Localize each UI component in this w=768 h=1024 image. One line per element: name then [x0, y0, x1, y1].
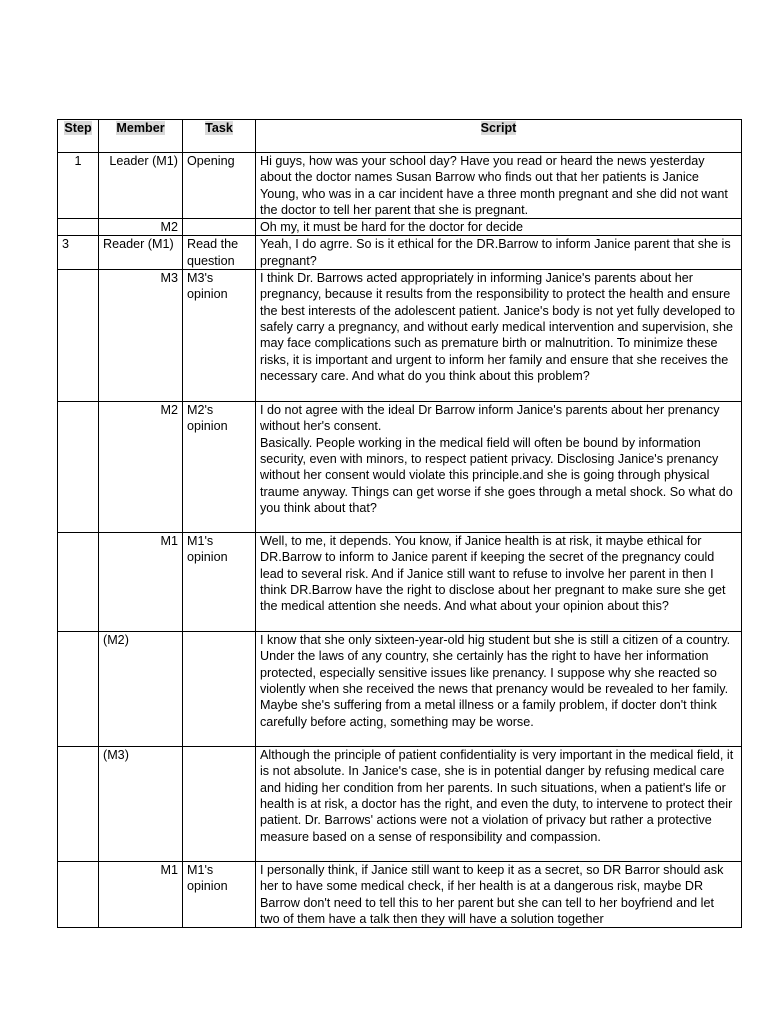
script-cell [256, 402, 742, 533]
script-cell [256, 236, 742, 270]
task-cell: M1's opinion [183, 862, 256, 928]
step-cell [58, 747, 99, 862]
step-cell [58, 402, 99, 533]
table-row [58, 270, 742, 402]
script-text: I think Dr. Barrows acted appropriately in informing Janice's parents about her pregnancy, because it results from the responsibility to protect the health and ensure the best interests of the adolescent patient. Janice's body is not yet fully developed to safely carry a pregnancy, and without early medical intervention and supervision, she may face complications such as premature birth or malnutrition. To minimize these risks, it is important and urgent to inform her family and ensure that she receives the necessary care. And what do you think about this problem? [260, 271, 735, 383]
member-cell: M1 [99, 862, 183, 928]
script-table [57, 119, 742, 928]
header-step-label: Step [64, 121, 92, 135]
table-row [58, 862, 742, 928]
task-cell: M2's opinion [183, 402, 256, 533]
script-cell [256, 219, 742, 236]
header-step [58, 120, 99, 153]
header-script-label: Script [480, 121, 517, 135]
table-header-row [58, 120, 742, 153]
script-text: Well, to me, it depends. You know, if Janice health is at risk, it maybe ethical for DR.Barrow to inform to Janice parent if keeping the secret of the pregnancy could lead to several risk. And if Janice still want to refuse to involve her parent in then I think DR.Barrow have the right to disclose about her pregnant to make sure she get the medical attention she needs. And what about your opinion about this? [260, 534, 726, 614]
script-cell [256, 533, 742, 632]
table-row [58, 153, 742, 219]
member-cell: (M3) [99, 747, 183, 862]
step-cell: 1 [58, 153, 99, 219]
table-row [58, 402, 742, 533]
script-text: I know that she only sixteen-year-old hig student but she is still a citizen of a country. Under the laws of any country, she certainly has the right to have her information protected, especially sensitive issues like prenancy. I suppose why she reacted so violently when she received the news that prenancy would be revealed to her family. Maybe she's suffering from a metal illness or a family problem, if docter don't think carefully before acting, something may be worse. [260, 633, 731, 729]
step-cell [58, 632, 99, 747]
table-row [58, 533, 742, 632]
table-row [58, 219, 742, 236]
step-cell: 3 [58, 236, 99, 270]
task-cell: M1's opinion [183, 533, 256, 632]
table-row [58, 632, 742, 747]
task-cell [183, 747, 256, 862]
task-cell: M3's opinion [183, 270, 256, 402]
script-cell [256, 747, 742, 862]
header-member [99, 120, 183, 153]
member-cell: Reader (M1) [99, 236, 183, 270]
header-task-label: Task [205, 121, 233, 135]
step-cell [58, 862, 99, 928]
member-cell: M2 [99, 219, 183, 236]
script-cell [256, 153, 742, 219]
step-cell [58, 533, 99, 632]
member-cell: M1 [99, 533, 183, 632]
header-task [183, 120, 256, 153]
script-cell [256, 632, 742, 747]
script-text: Although the principle of patient confidentiality is very important in the medical field, it is not absolute. In Janice's case, she is in potential danger by refusing medical care and hiding her condition from her parents. In such situations, when a patient's life or health is at risk, a doctor has the right, and even the duty, to intervene to protect their patient. Dr. Barrows' actions were not a violation of privacy but rather a protective measure based on a sense of responsibility and compassion. [260, 748, 734, 844]
task-cell [183, 219, 256, 236]
header-member-label: Member [116, 121, 165, 135]
task-cell: Opening [183, 153, 256, 219]
header-script [256, 120, 742, 153]
script-cell [256, 270, 742, 402]
table-row [58, 747, 742, 862]
member-cell: M2 [99, 402, 183, 533]
step-cell [58, 270, 99, 402]
member-cell: M3 [99, 270, 183, 402]
script-text: Hi guys, how was your school day? Have you read or heard the news yesterday about the doctor names Susan Barrow who finds out that her patients is Janice Young, who was in a car incident have a three month pregnant and she did not want the doctor to tell her parent that she is pregnant. [260, 154, 728, 217]
script-text: Yeah, I do agrre. So is it ethical for the DR.Barrow to inform Janice parent that she is pregnant? [260, 237, 731, 268]
task-cell [183, 632, 256, 747]
script-cell [256, 862, 742, 928]
step-cell [58, 219, 99, 236]
script-text: Oh my, it must be hard for the doctor for decide [260, 220, 523, 235]
member-cell: Leader (M1) [99, 153, 183, 219]
script-text: I do not agree with the ideal Dr Barrow inform Janice's parents about her prenancy without her's consent. Basically. People working in the medical field will often be bound by information security, even with minors, to respect patient privacy. Disclosing Janice's prenancy without her consent would violate this principle.and she is going through physical traume anyway. Things can get worse if she goes through a metal shock. So what do you think about that? [260, 403, 733, 515]
document-page [57, 119, 741, 928]
script-text: I personally think, if Janice still want to keep it as a secret, so DR Barror should ask her to have some medical check, if her health is at a dangerous risk, maybe DR Barrow don't need to tell this to her parent but she can tell to her boyfriend and let two of them have a talk then they will have a solution together [260, 863, 724, 926]
task-cell: Read the question [183, 236, 256, 270]
member-cell: (M2) [99, 632, 183, 747]
table-row [58, 236, 742, 270]
